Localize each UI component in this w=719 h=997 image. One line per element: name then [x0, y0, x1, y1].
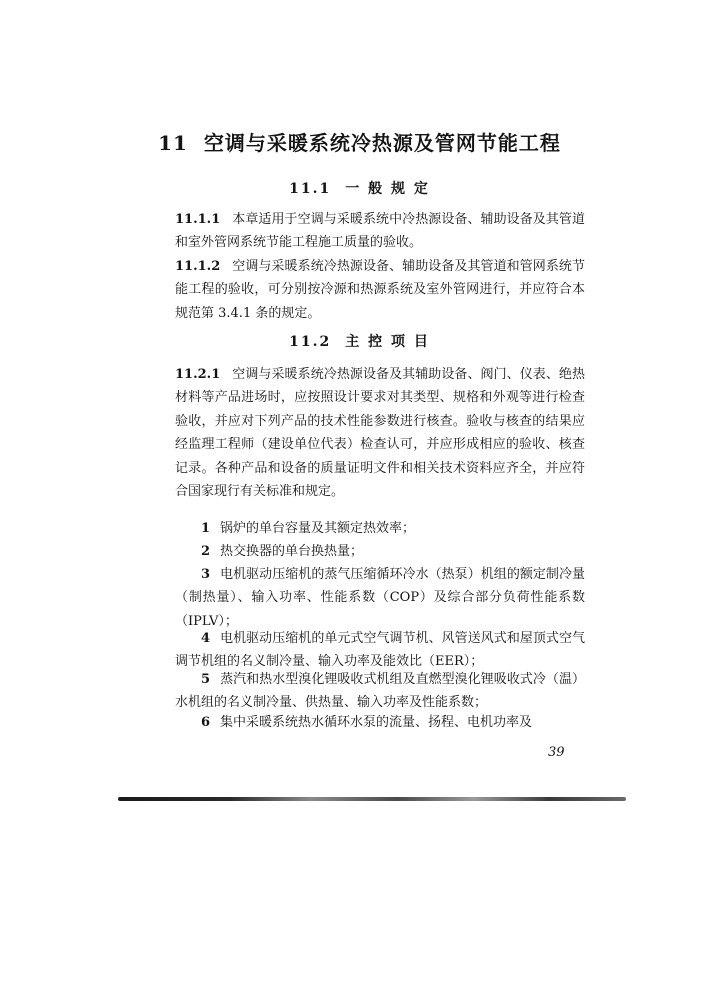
- item-number: 3: [201, 567, 211, 582]
- clause-number: 11.1.1: [175, 212, 221, 227]
- chapter-number: 11: [158, 131, 188, 155]
- item-number: 1: [201, 521, 211, 536]
- item-number: 6: [201, 715, 211, 730]
- clause-text: 空调与采暖系统冷热源设备、辅助设备及其管道和管网系统节能工程的验收，可分别按冷源和热源系统及室外管网进行，并应符合本规范第 3.4.1 条的规定。: [175, 259, 585, 321]
- section-heading-11-2: [0, 331, 719, 351]
- section-heading-11-1: [0, 178, 719, 198]
- clause-number: 11.1.2: [175, 259, 221, 274]
- clause-11-1-1: [175, 208, 585, 255]
- item-text: 热交换器的单台换热量；: [220, 544, 364, 559]
- list-item: [175, 711, 585, 734]
- list-item: [175, 540, 585, 563]
- section-number: 11.2: [289, 334, 332, 350]
- section-title: 一 般 规 定: [345, 181, 430, 197]
- list-item: [175, 563, 585, 633]
- list-item: [175, 668, 585, 715]
- list-item: [175, 627, 585, 674]
- clause-11-1-2: [175, 255, 585, 325]
- section-title: 主 控 项 目: [345, 334, 430, 350]
- page-number: 39: [548, 745, 565, 760]
- chapter-title: [0, 127, 719, 156]
- item-text: 电机驱动压缩机的蒸气压缩循环冷水（热泵）机组的额定制冷量（制热量）、输入功率、性能系数（COP）及综合部分负荷性能系数（IPLV）；: [175, 567, 585, 629]
- clause-text: 空调与采暖系统冷热源设备及其辅助设备、阀门、仪表、绝热材料等产品进场时，应按照设计要求对其类型、规格和外观等进行检查验收，并应对下列产品的技术性能参数进行核查。验收与核查的结果应经监理工程师（建设单位代表）检查认可，并应形成相应的验收、核查记录。各种产品和设备的质量证明文件和相关技术资料应齐全，并应符合国家现行有关标准和规定。: [175, 367, 585, 500]
- clause-text: 本章适用于空调与采暖系统中冷热源设备、辅助设备及其管道和室外管网系统节能工程施工质量的验收。: [175, 212, 585, 251]
- list-item: [175, 517, 585, 540]
- item-number: 2: [201, 544, 211, 559]
- section-number: 11.1: [289, 181, 332, 197]
- clause-number: 11.2.1: [175, 367, 221, 382]
- item-text: 电机驱动压缩机的单元式空气调节机、风管送风式和屋顶式空气调节机组的名义制冷量、输入功率及能效比（EER）；: [175, 631, 585, 670]
- item-text: 锅炉的单台容量及其额定热效率；: [220, 521, 416, 536]
- item-text: 集中采暖系统热水循环水泵的流量、扬程、电机功率及: [220, 715, 533, 730]
- scan-edge-line: [118, 797, 626, 801]
- item-number: 4: [201, 631, 211, 646]
- item-number: 5: [201, 672, 211, 687]
- chapter-title-text: 空调与采暖系统冷热源及管网节能工程: [203, 131, 561, 155]
- item-text: 蒸汽和热水型溴化锂吸收式机组及直燃型溴化锂吸收式冷（温）水机组的名义制冷量、供热量、输入功率及性能系数；: [175, 672, 585, 711]
- clause-11-2-1: [175, 363, 585, 503]
